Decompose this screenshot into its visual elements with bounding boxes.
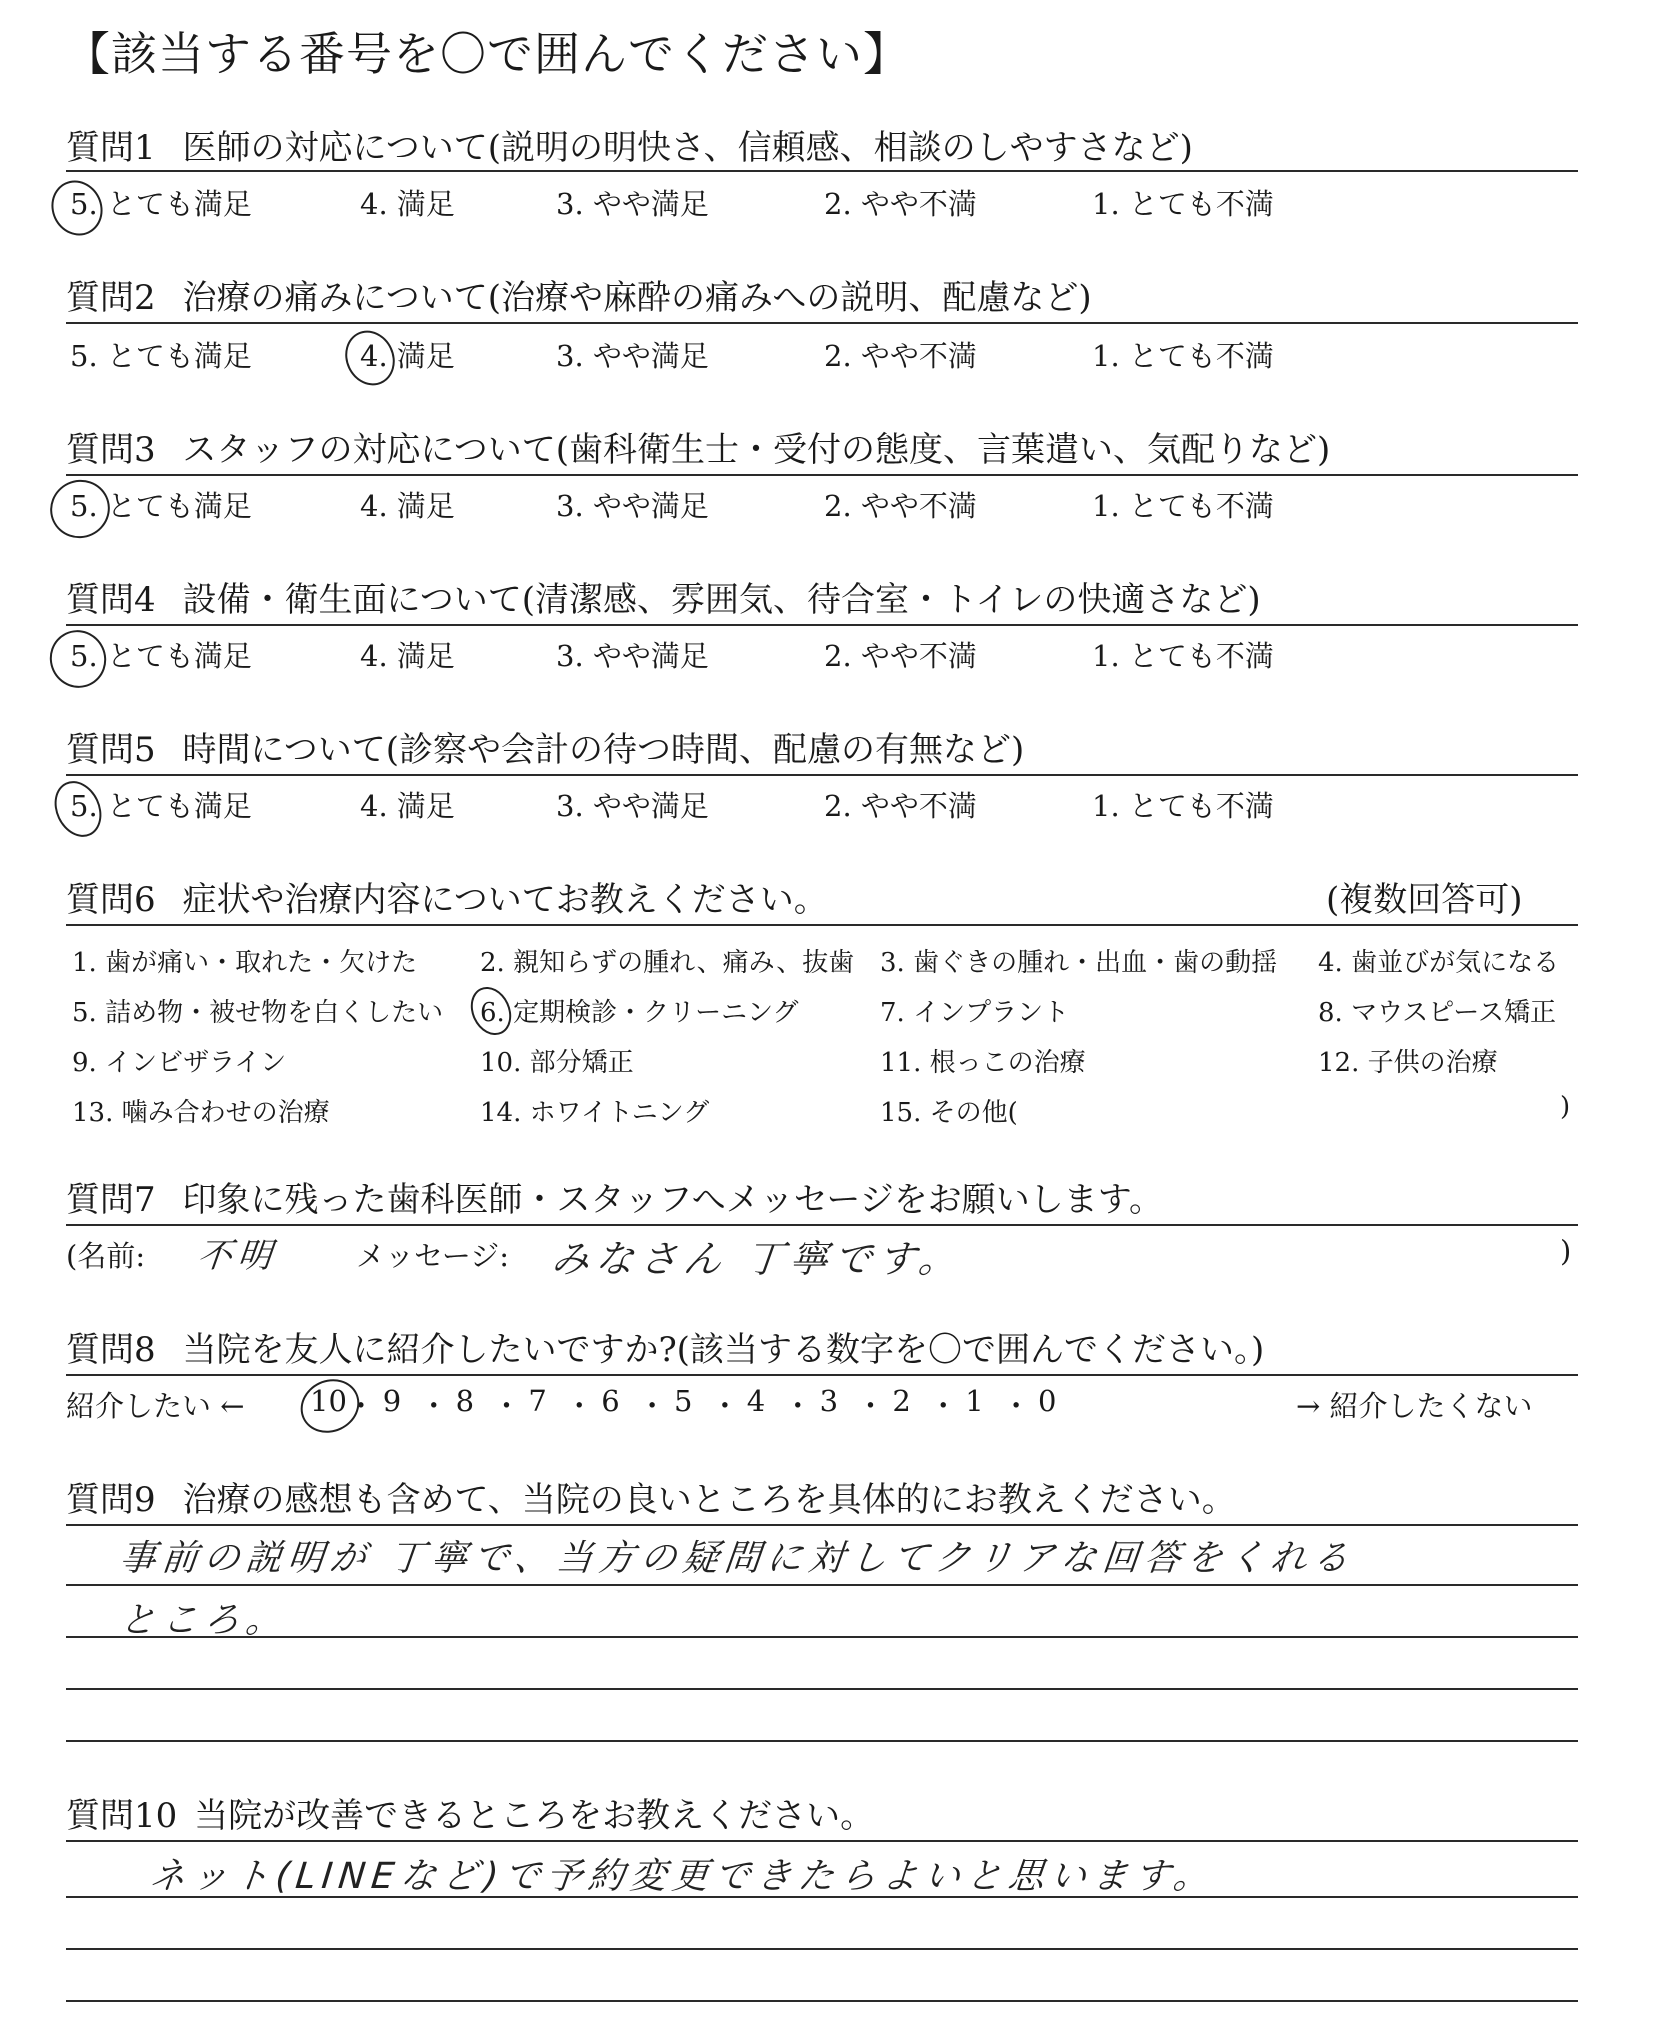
- question-8: [66, 1322, 1264, 1371]
- q6-option[interactable]: 13. 噛み合わせの治療: [72, 1098, 330, 1128]
- q4-option-4[interactable]: 4. 満足: [360, 639, 455, 673]
- scale-number-2[interactable]: 2: [892, 1384, 911, 1418]
- q6-option[interactable]: 11. 根っこの治療: [880, 1048, 1086, 1078]
- q4-option-3[interactable]: 3. やや満足: [556, 639, 709, 673]
- question-text: 治療の感想も含めて、当院の良いところを具体的にお教えください。: [182, 1480, 1236, 1520]
- scale-number-8[interactable]: 8: [455, 1384, 475, 1418]
- q1-option-5[interactable]: 5. とても満足: [70, 187, 252, 221]
- recommend-left-label: 紹介したい ←: [66, 1389, 245, 1423]
- question-text: 医師の対応について(説明の明快さ、信頼感、相談のしやすさなど): [182, 128, 1193, 168]
- scale-number-1[interactable]: 1: [965, 1384, 984, 1418]
- question-10: [66, 1788, 874, 1837]
- q6-option[interactable]: 5. 詰め物・被せ物を白くしたい: [72, 998, 444, 1028]
- scale-number-5[interactable]: 5: [674, 1384, 693, 1418]
- question-label: 質問5: [66, 730, 156, 770]
- q5-option-3[interactable]: 3. やや満足: [556, 789, 709, 823]
- rule: [66, 1688, 1578, 1690]
- q6-option[interactable]: 6. 定期検診・クリーニング: [480, 998, 799, 1028]
- q3-option-3[interactable]: 3. やや満足: [556, 489, 709, 523]
- rule: [66, 1584, 1578, 1586]
- rule: [66, 2000, 1578, 2002]
- question-text: 設備・衛生面について(清潔感、雰囲気、待合室・トイレの快適さなど): [182, 580, 1261, 620]
- question-label: 質問6: [66, 880, 156, 920]
- question-5: [66, 722, 1024, 771]
- rule: [66, 1740, 1578, 1742]
- q6-other-close-paren: ): [1560, 1092, 1571, 1122]
- answer-handwritten-line-1[interactable]: 事前の説明が 丁寧で、当方の疑問に対してクリアな回答をくれる: [117, 1538, 1357, 1579]
- scale-number-4[interactable]: 4: [746, 1384, 766, 1418]
- q1-option-4[interactable]: 4. 満足: [360, 187, 455, 221]
- scale-separator: ・: [856, 1389, 886, 1423]
- q6-option[interactable]: 8. マウスピース矯正: [1318, 998, 1556, 1028]
- q5-option-4[interactable]: 4. 満足: [360, 789, 455, 823]
- q6-option[interactable]: 3. 歯ぐきの腫れ・出血・歯の動揺: [880, 948, 1278, 978]
- answer-circle-mark: [41, 470, 120, 548]
- close-paren: ): [1560, 1234, 1572, 1268]
- scale-number-7[interactable]: 7: [528, 1384, 547, 1418]
- question-label: 質問9: [66, 1480, 156, 1520]
- q3-option-5[interactable]: 5. とても満足: [70, 489, 252, 523]
- q5-option-2[interactable]: 2. やや不満: [824, 789, 977, 823]
- q6-option[interactable]: 14. ホワイトニング: [480, 1098, 710, 1128]
- question-label: 質問2: [66, 278, 156, 318]
- rule: [66, 474, 1578, 476]
- q1-option-3[interactable]: 3. やや満足: [556, 187, 709, 221]
- q2-option-1[interactable]: 1. とても不満: [1092, 339, 1274, 373]
- rule: [66, 322, 1578, 324]
- q2-option-5[interactable]: 5. とても満足: [70, 339, 252, 373]
- q2-option-4[interactable]: 4. 満足: [360, 339, 455, 373]
- scale-separator: ・: [419, 1389, 449, 1423]
- page-title: 【該当する番号を〇で囲んでください】: [64, 27, 910, 81]
- question-2: [66, 270, 1092, 319]
- rule: [66, 1840, 1578, 1842]
- rule: [66, 1224, 1578, 1226]
- scale-separator: ・: [346, 1389, 376, 1423]
- q1-option-2[interactable]: 2. やや不満: [824, 187, 977, 221]
- rule: [66, 774, 1578, 776]
- q2-option-2[interactable]: 2. やや不満: [824, 339, 977, 373]
- name-value-handwritten[interactable]: 不明: [195, 1236, 280, 1276]
- question-text: 治療の痛みについて(治療や麻酔の痛みへの説明、配慮など): [182, 278, 1092, 318]
- q1-option-1[interactable]: 1. とても不満: [1092, 187, 1274, 221]
- q3-option-1[interactable]: 1. とても不満: [1092, 489, 1274, 523]
- rule: [66, 1948, 1578, 1950]
- message-value-handwritten[interactable]: みなさん 丁寧です。: [549, 1237, 965, 1281]
- question-text: 当院が改善できるところをお教えください。: [194, 1796, 875, 1836]
- q4-option-1[interactable]: 1. とても不満: [1092, 639, 1274, 673]
- rule: [66, 924, 1578, 926]
- question-text: 印象に残った歯科医師・スタッフへメッセージをお願いします。: [182, 1180, 1164, 1220]
- scale-number-3[interactable]: 3: [819, 1384, 839, 1418]
- message-label: メッセージ:: [356, 1239, 510, 1273]
- question-label: 質問7: [66, 1180, 156, 1220]
- scale-separator: ・: [783, 1389, 813, 1423]
- q6-option[interactable]: 1. 歯が痛い・取れた・欠けた: [72, 948, 418, 978]
- q6-option[interactable]: 7. インプラント: [880, 998, 1070, 1028]
- question-label: 質問4: [66, 580, 156, 620]
- question-label: 質問10: [66, 1796, 178, 1836]
- rule: [66, 624, 1578, 626]
- question-4: [66, 572, 1261, 621]
- q6-option[interactable]: 2. 親知らずの腫れ、痛み、抜歯: [480, 948, 855, 978]
- answer-handwritten-line-1[interactable]: ネット(LINEなど)で予約変更できたらよいと思います。: [147, 1856, 1218, 1897]
- q3-option-4[interactable]: 4. 満足: [360, 489, 455, 523]
- question-text: スタッフの対応について(歯科衛生士・受付の態度、言葉遣い、気配りなど): [182, 430, 1331, 470]
- rule: [66, 1374, 1578, 1376]
- scale-separator: ・: [928, 1389, 958, 1423]
- q5-option-1[interactable]: 1. とても不満: [1092, 789, 1274, 823]
- q6-option[interactable]: 4. 歯並びが気になる: [1318, 948, 1560, 978]
- answer-circle-mark: [463, 980, 519, 1041]
- question-3: [66, 422, 1330, 471]
- scale-number-6[interactable]: 6: [601, 1384, 620, 1418]
- question-text: 当院を友人に紹介したいですか?(該当する数字を〇で囲んでください。): [182, 1330, 1265, 1370]
- question-label: 質問8: [66, 1330, 156, 1370]
- q4-option-5[interactable]: 5. とても満足: [70, 639, 252, 673]
- question-6: [66, 872, 828, 921]
- question-label: 質問1: [66, 128, 156, 168]
- rule: [66, 1524, 1578, 1526]
- scale-separator: ・: [492, 1389, 522, 1423]
- scale-separator: ・: [564, 1389, 594, 1423]
- q4-option-2[interactable]: 2. やや不満: [824, 639, 977, 673]
- question-1: [66, 120, 1193, 169]
- multiple-answer-note: (複数回答可): [1326, 880, 1523, 920]
- scale-number-0[interactable]: 0: [1038, 1384, 1057, 1418]
- scale-number-10[interactable]: 10: [310, 1384, 347, 1418]
- rule: [66, 170, 1578, 172]
- question-text: 時間について(診察や会計の待つ時間、配慮の有無など): [182, 730, 1025, 770]
- scale-separator: ・: [637, 1389, 667, 1423]
- scale-separator: ・: [710, 1389, 740, 1423]
- q3-option-2[interactable]: 2. やや不満: [824, 489, 977, 523]
- q6-option[interactable]: 9. インビザライン: [72, 1048, 287, 1078]
- q2-option-3[interactable]: 3. やや満足: [556, 339, 709, 373]
- q6-option[interactable]: 12. 子供の治療: [1318, 1048, 1498, 1078]
- question-9: [66, 1472, 1236, 1521]
- recommend-right-label: → 紹介したくない: [1296, 1389, 1533, 1423]
- name-label: (名前:: [66, 1239, 146, 1273]
- scale-number-9[interactable]: 9: [382, 1384, 402, 1418]
- answer-circle-mark: [292, 1370, 368, 1442]
- answer-handwritten-line-2[interactable]: ところ。: [117, 1600, 290, 1641]
- question-7: [66, 1172, 1163, 1221]
- scale-separator: ・: [1001, 1389, 1031, 1423]
- q6-option[interactable]: 15. その他(: [880, 1098, 1018, 1128]
- question-text: 症状や治療内容についてお教えください。: [182, 880, 828, 920]
- rule: [66, 1636, 1578, 1638]
- q5-option-5[interactable]: 5. とても満足: [70, 789, 252, 823]
- q6-option[interactable]: 10. 部分矯正: [480, 1048, 634, 1078]
- question-label: 質問3: [66, 430, 156, 470]
- answer-circle-mark: [40, 621, 115, 697]
